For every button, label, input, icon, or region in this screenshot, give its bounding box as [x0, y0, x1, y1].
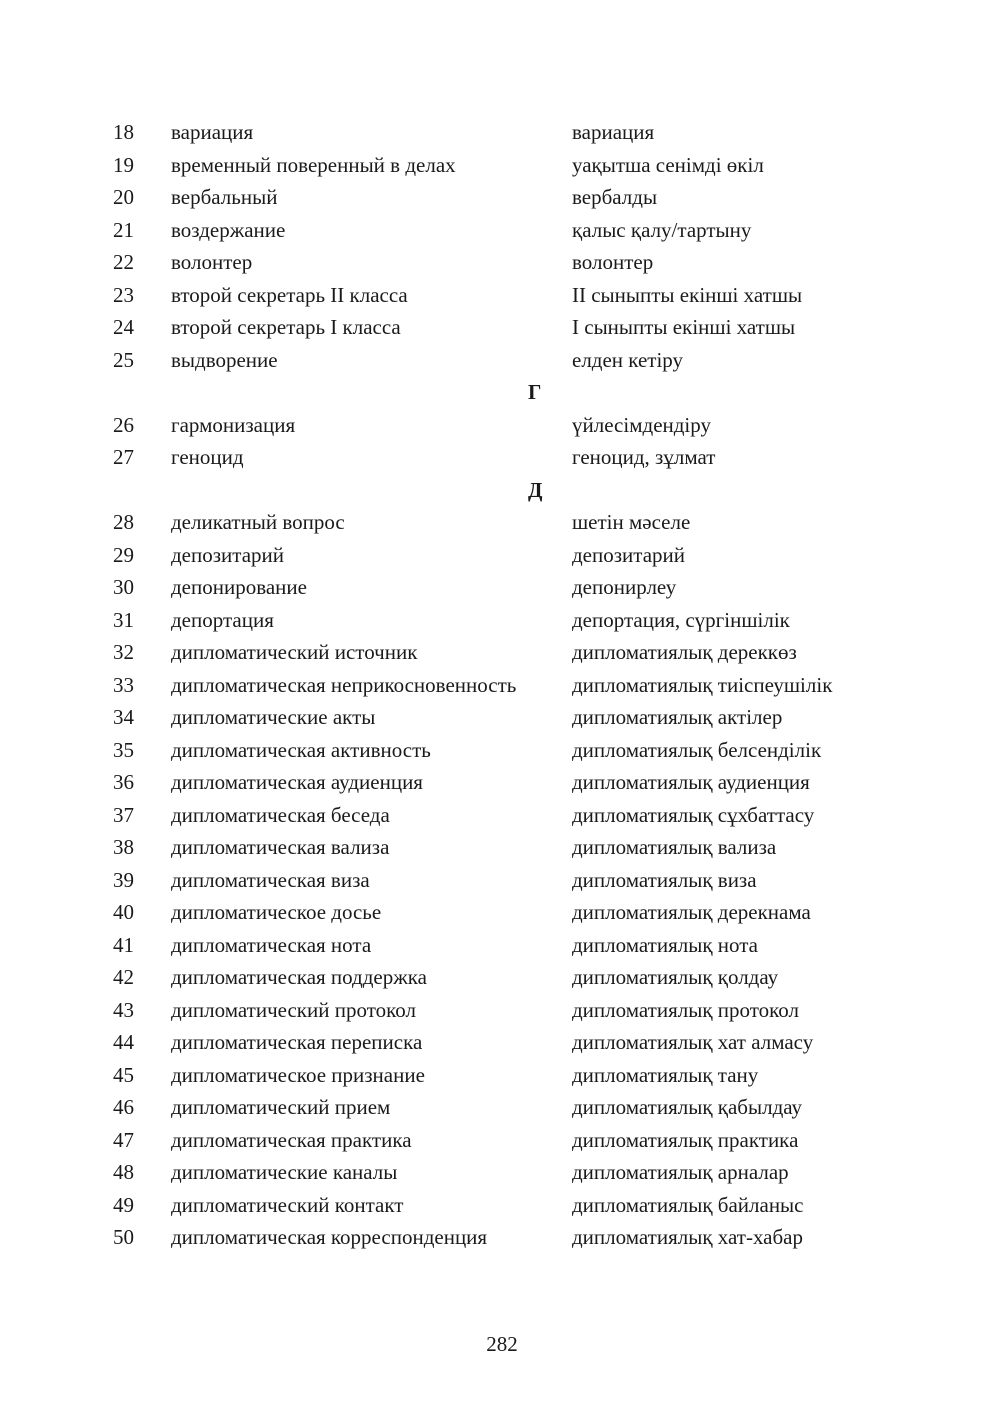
section-letter: Г — [528, 380, 542, 404]
entry-number: 27 — [113, 445, 134, 469]
glossary-row — [0, 506, 1004, 539]
entry-number: 22 — [113, 250, 134, 274]
glossary-row — [0, 1221, 1004, 1254]
entry-number: 19 — [113, 152, 134, 177]
kazakh-term: дипломатиялық қолдау — [572, 965, 779, 989]
russian-term: депортация — [171, 607, 274, 632]
russian-term: дипломатическая переписка — [171, 1030, 423, 1054]
glossary-row — [0, 441, 1004, 474]
entry-number: 20 — [113, 185, 134, 209]
russian-term: дипломатическое признание — [171, 1062, 425, 1087]
glossary-row — [0, 214, 1004, 247]
glossary-row — [0, 636, 1004, 669]
kazakh-term: уақытша сенімді өкіл — [572, 152, 764, 177]
glossary-row — [0, 279, 1004, 312]
kazakh-term: дипломатиялық тану — [572, 1062, 759, 1087]
glossary-row — [0, 1059, 1004, 1092]
entry-number: 47 — [113, 1127, 134, 1152]
kazakh-term: дипломатиялық протокол — [572, 997, 799, 1022]
kazakh-term: дипломатиялық хат-хабар — [572, 1225, 803, 1249]
russian-term: геноцид — [171, 445, 244, 469]
entry-number: 23 — [113, 282, 134, 307]
russian-term: дипломатическая активность — [171, 737, 431, 762]
russian-term: дипломатическая практика — [171, 1127, 412, 1152]
entry-number: 38 — [113, 835, 134, 859]
entry-number: 48 — [113, 1160, 134, 1184]
russian-term: дипломатическая неприкосновенность — [171, 672, 517, 697]
russian-term: дипломатическая вализа — [171, 835, 390, 859]
entry-number: 42 — [113, 965, 134, 989]
kazakh-term: волонтер — [572, 250, 654, 274]
glossary-row — [0, 1189, 1004, 1222]
page-number: 282 — [486, 1332, 518, 1356]
kazakh-term: дипломатиялық нота — [572, 932, 758, 957]
russian-term: дипломатическое досье — [171, 900, 382, 924]
glossary-row — [0, 896, 1004, 929]
russian-term: депонирование — [171, 575, 307, 599]
kazakh-term: І сыныпты екінші хатшы — [572, 315, 796, 339]
kazakh-term: депонирлеу — [572, 575, 677, 599]
glossary-row — [0, 604, 1004, 637]
russian-term: дипломатические каналы — [171, 1160, 398, 1184]
russian-term: дипломатическая виза — [171, 867, 370, 892]
russian-term: воздержание — [171, 217, 286, 242]
kazakh-term: ІІ сыныпты екінші хатшы — [572, 282, 803, 307]
russian-term: вариация — [171, 120, 254, 144]
entry-number: 45 — [113, 1062, 134, 1087]
kazakh-term: депортация, сүргіншілік — [572, 607, 790, 632]
kazakh-term: дипломатиялық тиіспеушілік — [572, 672, 833, 697]
entry-number: 36 — [113, 770, 134, 794]
entry-number: 37 — [113, 802, 134, 827]
kazakh-term: елден кетіру — [572, 347, 684, 372]
kazakh-term: дипломатиялық арналар — [572, 1160, 789, 1184]
russian-term: волонтер — [171, 250, 253, 274]
kazakh-term: дипломатиялық байланыс — [572, 1192, 804, 1217]
glossary-row — [0, 311, 1004, 344]
entry-number: 25 — [113, 347, 134, 372]
entry-number: 29 — [113, 542, 134, 567]
glossary-row — [0, 701, 1004, 734]
entry-number: 49 — [113, 1192, 134, 1217]
glossary-row — [0, 1026, 1004, 1059]
glossary-row — [0, 246, 1004, 279]
glossary-row — [0, 734, 1004, 767]
russian-term: дипломатическая нота — [171, 932, 372, 957]
russian-term: выдворение — [171, 347, 278, 372]
entry-number: 41 — [113, 932, 134, 957]
russian-term: дипломатическая аудиенция — [171, 770, 423, 794]
section-letter: Д — [528, 477, 543, 502]
russian-term: деликатный вопрос — [171, 510, 345, 534]
entry-number: 33 — [113, 672, 134, 697]
glossary-row — [0, 864, 1004, 897]
glossary-row — [0, 539, 1004, 572]
russian-term: второй секретарь I класса — [171, 315, 401, 339]
glossary-row — [0, 1124, 1004, 1157]
entry-number: 44 — [113, 1030, 134, 1054]
entry-number: 24 — [113, 315, 134, 339]
glossary-row — [0, 1156, 1004, 1189]
glossary-row — [0, 181, 1004, 214]
russian-term: дипломатический источник — [171, 640, 418, 664]
russian-term: дипломатическая поддержка — [171, 965, 427, 989]
kazakh-term: дипломатиялық актілер — [572, 705, 783, 729]
russian-term: вербальный — [171, 185, 278, 209]
kazakh-term: дипломатиялық хат алмасу — [572, 1030, 814, 1054]
kazakh-term: шетін мәселе — [572, 510, 691, 534]
entry-number: 30 — [113, 575, 134, 599]
russian-term: временный поверенный в делах — [171, 152, 456, 177]
glossary-row — [0, 669, 1004, 702]
glossary-row — [0, 1091, 1004, 1124]
entry-number: 18 — [113, 120, 134, 144]
kazakh-term: дипломатиялық виза — [572, 867, 757, 892]
entry-number: 35 — [113, 737, 134, 762]
entry-number: 31 — [113, 607, 134, 632]
glossary-row — [0, 409, 1004, 442]
russian-term: дипломатические акты — [171, 705, 376, 729]
kazakh-term: депозитарий — [572, 542, 686, 567]
entry-number: 32 — [113, 640, 134, 664]
kazakh-term: дипломатиялық белсенділік — [572, 737, 822, 762]
entry-number: 50 — [113, 1225, 134, 1249]
glossary-row — [0, 149, 1004, 182]
glossary-row — [0, 799, 1004, 832]
glossary-row — [0, 831, 1004, 864]
russian-term: дипломатический контакт — [171, 1192, 404, 1217]
glossary-row — [0, 766, 1004, 799]
kazakh-term: дипломатиялық практика — [572, 1127, 799, 1152]
russian-term: дипломатический протокол — [171, 997, 416, 1022]
entry-number: 43 — [113, 997, 134, 1022]
russian-term: дипломатическая беседа — [171, 802, 390, 827]
russian-term: гармонизация — [171, 412, 296, 437]
glossary-row — [0, 571, 1004, 604]
glossary-row — [0, 961, 1004, 994]
entry-number: 26 — [113, 412, 134, 437]
kazakh-term: үйлесімдендіру — [572, 412, 711, 437]
glossary-row — [0, 116, 1004, 149]
russian-term: дипломатический прием — [171, 1095, 391, 1119]
kazakh-term: геноцид, зұлмат — [572, 445, 716, 469]
kazakh-term: дипломатиялық дереккөз — [572, 640, 797, 664]
kazakh-term: қалыс қалу/тартыну — [572, 217, 752, 242]
entry-number: 21 — [113, 217, 134, 242]
kazakh-term: вербалды — [572, 185, 658, 209]
entry-number: 40 — [113, 900, 134, 924]
kazakh-term: вариация — [572, 120, 655, 144]
entry-number: 34 — [113, 705, 134, 729]
russian-term: второй секретарь II класса — [171, 282, 408, 307]
kazakh-term: дипломатиялық аудиенция — [572, 770, 810, 794]
kazakh-term: дипломатиялық сұхбаттасу — [572, 802, 815, 827]
russian-term: депозитарий — [171, 542, 285, 567]
glossary-row — [0, 929, 1004, 962]
glossary-row — [0, 344, 1004, 377]
entry-number: 28 — [113, 510, 134, 534]
kazakh-term: дипломатиялық қабылдау — [572, 1095, 803, 1119]
glossary-table — [0, 116, 1004, 1254]
glossary-row — [0, 994, 1004, 1027]
russian-term: дипломатическая корреспонденция — [171, 1225, 488, 1249]
entry-number: 39 — [113, 867, 134, 892]
entry-number: 46 — [113, 1095, 134, 1119]
kazakh-term: дипломатиялық вализа — [572, 835, 777, 859]
kazakh-term: дипломатиялық дерекнама — [572, 900, 811, 924]
